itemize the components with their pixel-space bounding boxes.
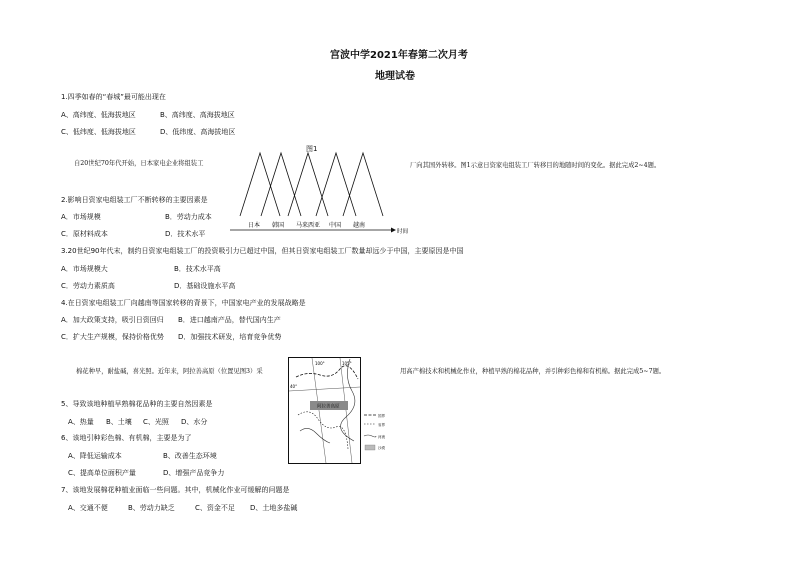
map-lon-label-100: 100° [315, 361, 325, 366]
q2-option-c: C．原材料成本 [61, 230, 108, 238]
country-label-china: 中国 [329, 222, 342, 229]
q6-option-d: D、增强产品竞争力 [163, 469, 225, 477]
q7-option-b: B、劳动力缺乏 [128, 504, 175, 512]
q3-option-b: B．技术水平高 [174, 265, 221, 273]
country-label-vietnam: 越南 [353, 222, 366, 229]
map-frame [289, 358, 361, 464]
q2-option-b: B．劳动力成本 [165, 213, 212, 221]
q4-option-c: C．扩大生产规模，保持价格优势 [61, 333, 164, 341]
legend-label-desert: 沙漠 [378, 446, 385, 450]
q1-option-b: B、高纬度、高海拔地区 [160, 111, 235, 119]
legend-symbol-desert [365, 445, 375, 450]
exam-title: 宫波中学2021年春第二次月考 [330, 50, 468, 61]
time-axis-arrow [391, 228, 396, 233]
q4-option-b: B．进口越南产品，替代国内生产 [178, 316, 281, 324]
legend-label-river: 河流 [378, 435, 385, 439]
q3-option-d: D．基础设施水平高 [174, 282, 236, 290]
figure1-intro-right: 厂向其国外转移。图1示意日资家电组装工厂转移目的地随时间的变化。据此完成2~4题。 [410, 162, 661, 169]
q1-option-a: A、高纬度、低海拔地区 [61, 111, 136, 119]
legend-label-border: 国界 [378, 414, 385, 418]
country-label-korea: 韩国 [272, 222, 285, 229]
q7-option-d: D、土地多盐碱 [250, 504, 298, 512]
q1-stem: 1.四季如春的“春城”最可能出现在 [61, 93, 166, 101]
q2-option-a: A．市场规模 [61, 213, 101, 221]
legend-symbol-river [364, 435, 376, 437]
q6-option-a: A、降低运输成本 [68, 452, 122, 460]
q7-option-a: A、交通不便 [68, 504, 108, 512]
q4-option-d: D．加强技术研发，培育竞争优势 [178, 333, 282, 341]
q5-option-c: C、光照 [143, 418, 169, 426]
country-label-malaysia: 马来西亚 [296, 222, 321, 229]
q3-option-a: A．市场规模大 [61, 265, 108, 273]
q1-option-c: C、低纬度、低海拔地区 [61, 128, 136, 136]
country-label-japan: 日本 [248, 222, 261, 229]
alxa-plateau-label: 阿拉善高原 [317, 404, 340, 410]
figure1-caption: 图1 [306, 145, 318, 153]
q6-stem: 6、该地引种彩色棉、有机棉，主要是为了 [61, 434, 192, 442]
transfer-curves [240, 153, 383, 216]
q1-option-d: D、低纬度、高海拔地区 [160, 128, 236, 136]
q3-stem: 3.20世纪90年代末，制约日资家电组装工厂的投资吸引力已超过中国，但其日资家电组装工厂数量却远少于中国，主要原因是中国 [61, 247, 464, 255]
figure1-intro-left: 自20世纪70年代开始，日本家电企业将组装工 [74, 160, 204, 167]
figure3-map [288, 357, 398, 467]
figure3-intro-right: 用高产棉技术和机械化作业，种植早熟的棉花品种，并引种彩色棉和有机棉。据此完成5~7题。 [400, 368, 666, 375]
q7-option-c: C、资金不足 [195, 504, 235, 512]
q4-option-a: A．加大政策支持，吸引日资回归 [61, 316, 164, 324]
q5-option-b: B、土壤 [106, 418, 132, 426]
map-legend [364, 413, 386, 450]
q2-stem: 2.影响日资家电组装工厂不断转移的主要因素是 [61, 196, 208, 204]
legend-label-province: 省界 [378, 423, 385, 427]
q3-option-c: C．劳动力素质高 [61, 282, 115, 290]
q6-option-b: B、改善生态环境 [163, 452, 217, 460]
q6-option-c: C、提高单位面积产量 [68, 469, 136, 477]
q5-option-a: A、热量 [68, 418, 94, 426]
q5-stem: 5、导致该地种植早熟棉花品种的主要自然因素是 [61, 400, 213, 408]
exam-subtitle: 地理试卷 [375, 71, 415, 82]
figure1-diagram [225, 150, 410, 238]
time-axis-label: 时间 [397, 229, 409, 235]
map-lat-label-40: 40° [290, 384, 298, 389]
q7-stem: 7、该地发展棉花种植业面临一些问题。其中，机械化作业可缓解的问题是 [61, 486, 290, 494]
figure3-intro-left: 棉花种早，耐盐碱，喜光照。近年来，阿拉善高原（位置见图3）采 [76, 368, 263, 375]
q5-option-d: D、水分 [181, 418, 208, 426]
q2-option-d: D．技术水平 [165, 230, 206, 238]
q4-stem: 4.在日资家电组装工厂向越南等国家转移的背景下，中国家电产业的发展战略是 [61, 299, 306, 307]
map-lon-label-105: 105° [342, 361, 352, 366]
